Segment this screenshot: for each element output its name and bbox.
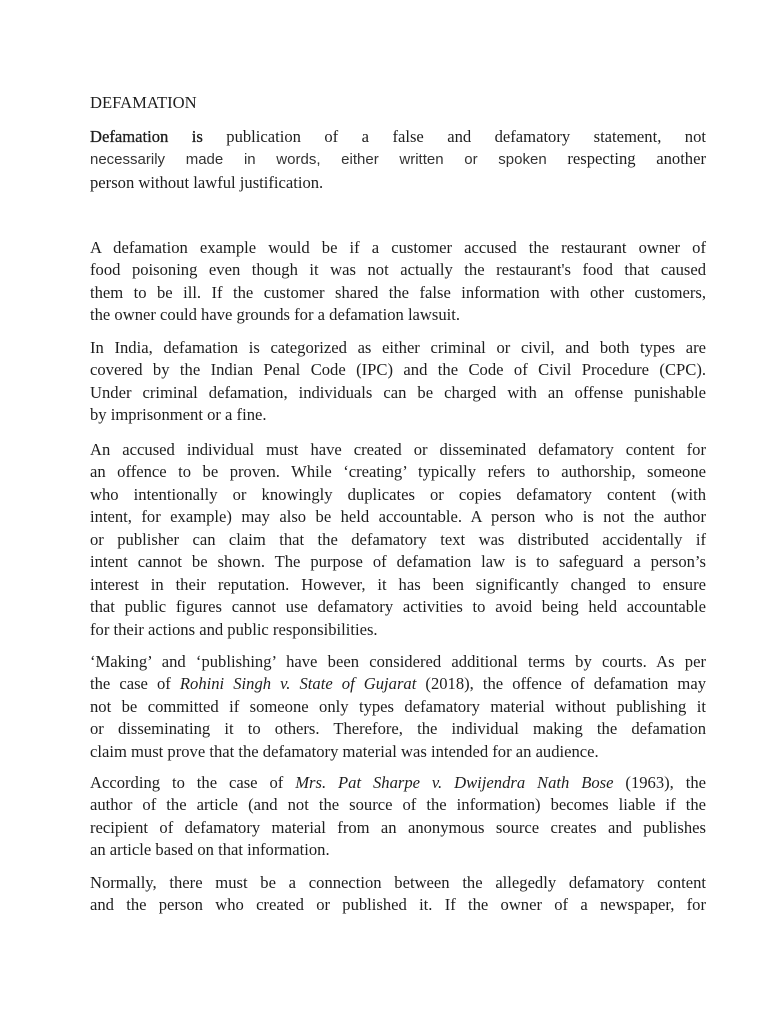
text-segment: or publisher can claim that the defamatory text was distributed accidentally if: [90, 529, 706, 549]
text-segment: covered by the Indian Penal Code (IPC) and the Code of Civil Procedure (CPC).: [90, 360, 706, 380]
text-line: [90, 741, 706, 764]
text-segment: an offence to be proven. While ‘creating’ typically refers to authorship, someone: [90, 462, 706, 482]
text-segment: that public figures cannot use defamatory activities to avoid being held accountable: [90, 597, 706, 617]
text-segment: for their actions and public responsibilities.: [90, 619, 378, 639]
text-line: [90, 651, 706, 674]
paragraph: [90, 651, 706, 764]
text-segment: An accused individual must have created or disseminated defamatory content for: [90, 439, 706, 459]
text-segment: the case of: [90, 674, 180, 694]
text-segment: ‘Making’ and ‘publishing’ have been considered additional terms by courts. As per: [90, 651, 706, 671]
paragraph: [90, 439, 706, 642]
text-line: [90, 772, 706, 795]
text-segment: necessarily made in words, either written or spoken: [90, 151, 568, 169]
text-segment: author of the article (and not the source of the information) becomes liable if the: [90, 795, 706, 815]
text-line: [90, 574, 706, 597]
paragraph: [90, 337, 706, 427]
text-segment: an article based on that information.: [90, 840, 330, 860]
text-segment: by imprisonment or a fine.: [90, 405, 267, 425]
text-line: [90, 282, 706, 305]
text-segment: According to the case of: [90, 772, 296, 792]
text-line: [90, 839, 706, 862]
text-line: [90, 529, 706, 552]
text-segment: and the person who created or published it. If the owner of a newspaper, for: [90, 895, 706, 915]
text-line: [90, 551, 706, 574]
text-line: [90, 894, 706, 917]
text-segment: Normally, there must be a connection between the allegedly defamatory content: [90, 872, 706, 892]
text-line: [90, 872, 706, 895]
text-segment: person without lawful justification.: [90, 172, 324, 192]
text-line: [90, 696, 706, 719]
text-line: [90, 619, 706, 642]
text-line: [90, 596, 706, 619]
text-line: [90, 794, 706, 817]
text-line: [90, 817, 706, 840]
text-segment: (1963), the: [613, 772, 707, 792]
text-segment: Under criminal defamation, individuals can be charged with an offense punishable: [90, 382, 706, 402]
text-line: [90, 359, 706, 382]
text-segment: intent cannot be shown. The purpose of defamation law is to safeguard a person’s: [90, 552, 706, 572]
paragraph: [90, 772, 706, 862]
text-line: [90, 673, 706, 696]
paragraph: [90, 126, 706, 195]
text-line: [90, 337, 706, 360]
text-segment: claim must prove that the defamatory material was intended for an audience.: [90, 741, 599, 761]
text-segment: interest in their reputation. However, it has been significantly changed to ensure: [90, 574, 706, 594]
text-line: [90, 126, 706, 149]
text-line: [90, 484, 706, 507]
text-segment: (2018), the offence of defamation may: [416, 674, 706, 694]
text-segment: who intentionally or knowingly duplicates or copies defamatory content (with: [90, 484, 706, 504]
text-line: [90, 382, 706, 405]
text-segment: or disseminating it to others. Therefore, the individual making the defamation: [90, 719, 706, 739]
text-line: [90, 148, 706, 172]
text-line: [90, 506, 706, 529]
case-citation: Mrs. Pat Sharpe v. Dwijendra Nath Bose: [295, 772, 614, 792]
text-line: [90, 461, 706, 484]
text-segment: them to be ill. If the customer shared the false information with other customers,: [90, 282, 706, 302]
paragraph: [90, 237, 706, 327]
case-citation: Rohini Singh v. State of Gujarat: [179, 674, 417, 694]
text-segment: publication of a false and defamatory statement, not: [202, 126, 707, 146]
text-segment: intent, for example) may also be held accountable. A person who is not the author: [90, 507, 706, 527]
text-line: [90, 237, 706, 260]
text-line: [90, 172, 706, 195]
text-segment: A defamation example would be if a customer accused the restaurant owner of: [90, 237, 706, 257]
document-title: DEFAMATION: [90, 93, 197, 112]
text-line: [90, 439, 706, 462]
text-segment: Defamation is: [90, 126, 203, 146]
text-segment: respecting another: [567, 149, 706, 169]
text-segment: In India, defamation is categorized as either criminal or civil, and both types are: [90, 337, 706, 357]
text-segment: recipient of defamatory material from an anonymous source creates and publishes: [90, 817, 706, 837]
text-line: [90, 304, 706, 327]
text-line: [90, 718, 706, 741]
paragraph: [90, 872, 706, 917]
text-segment: not be committed if someone only types defamatory material without publishing it: [90, 696, 706, 716]
text-line: [90, 404, 706, 427]
text-segment: the owner could have grounds for a defamation lawsuit.: [90, 305, 461, 325]
text-line: [90, 259, 706, 282]
text-segment: food poisoning even though it was not actually the restaurant's food that caused: [90, 260, 706, 280]
